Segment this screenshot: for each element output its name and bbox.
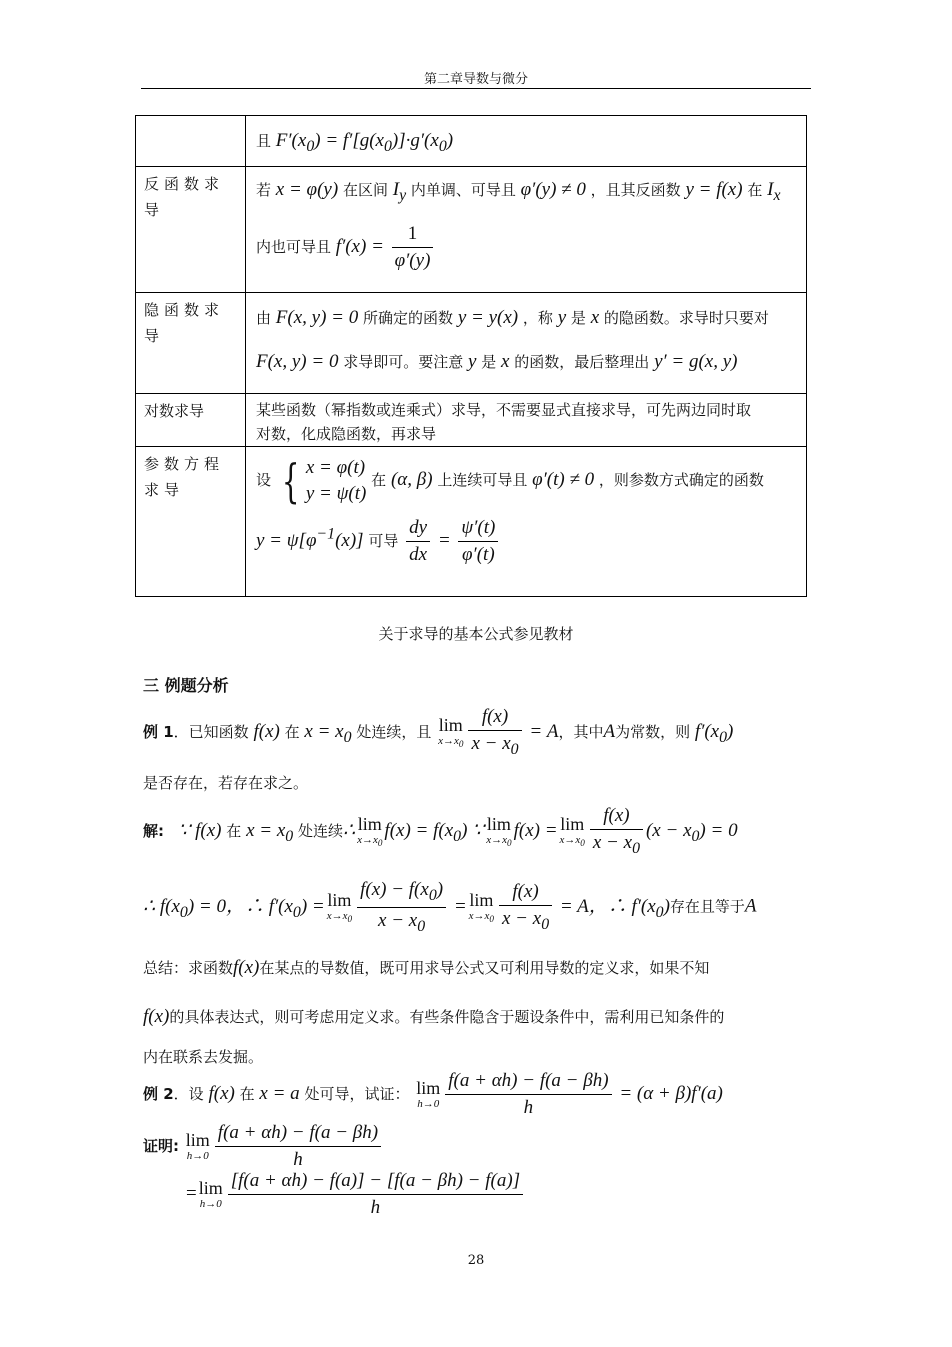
formula: = lim h→0 $\frac{[f(a + \alpha h) - f(a)] - [f(a - \beta h) - f(a)]}{h}$ (186, 1183, 526, 1204)
proof-line2 (186, 1170, 526, 1219)
text: 内也可导且 (256, 237, 332, 256)
formula: A (603, 720, 616, 742)
ex2-statement (143, 1070, 723, 1119)
table-row (136, 167, 807, 293)
formula: y = f(x) (685, 179, 743, 200)
formula: F(x, y) = 0 (256, 351, 339, 372)
page-number: 28 (467, 1253, 485, 1268)
row-content-composite (246, 116, 807, 167)
formula: ∵ f(x) (168, 819, 222, 841)
row0-prefix: 且 (256, 132, 272, 150)
formula: lim h→0 $\frac{f(a + \alpha h) - f(a - \beta h)}{h}$ (184, 1135, 384, 1156)
formula: ∴ $f(x_0) = 0$，∴ $f'(x_0)$ = lim $x\to x_0$ $\frac{f(x) - f(x_0)}{x - x_0}$ = lim $x\to x_0$ $\frac{f(x)}{x - x_0}$ = A，∴ $f'(x_0)$ (143, 879, 670, 935)
text: 对数，化成隐函数，再求导 (256, 425, 437, 443)
formula-system: x = φ(t) y = ψ(t) (305, 457, 367, 504)
formula: $x = x_0$ (304, 720, 352, 746)
formula: f(x) (208, 1082, 235, 1104)
text: ．已知函数 (173, 722, 249, 741)
formula: f′(x) = $\frac{1}{\varphi'(y)}$ (336, 236, 437, 257)
row-label: 隐函数求导 (136, 293, 246, 394)
text: 在 (747, 181, 763, 199)
text: 总结：求函数 (143, 959, 234, 977)
summary-line3: 内在联系去发掘。 (143, 1048, 264, 1066)
formula: $I_x$ (767, 179, 781, 204)
ex1-label: 例 1 (143, 722, 174, 741)
ex1-statement-line2: 是否存在，若存在求之。 (143, 774, 309, 792)
text: ，且其反函数 (590, 181, 681, 199)
formula: x = φ(y) (275, 179, 339, 200)
text: 上连续可导且 (437, 471, 528, 489)
row-label: 对数求导 (136, 394, 246, 447)
row-content (246, 394, 807, 447)
text: 的具体表达式，则可考虑用定义求。有些条件隐含于题设条件中，需利用已知条件的 (169, 1008, 725, 1026)
text: 在区间 (342, 181, 388, 199)
formula: y′ = g(x, y) (654, 351, 738, 372)
table-row (136, 394, 807, 447)
ex2-label: 例 2 (143, 1084, 174, 1103)
formula: A (744, 895, 757, 917)
row-content (246, 293, 807, 394)
text: 处连续 (297, 821, 343, 840)
ex1-solution-line1 (143, 805, 738, 858)
formula: y (557, 307, 567, 328)
table-row (136, 293, 807, 394)
ex1-statement-line1 (143, 706, 733, 759)
text: ，称 (522, 309, 553, 327)
left-brace: { (281, 454, 300, 508)
text: 在 (239, 1084, 255, 1103)
summary-line1 (143, 957, 709, 979)
formula: $\frac{dy}{dx}$ = $\frac{\psi'(t)}{\varphi'(t)}$ (403, 530, 501, 551)
text: 设 (256, 471, 272, 489)
text: 求导即可。要注意 (343, 353, 464, 371)
formula-table (135, 115, 807, 597)
text: 若 (256, 181, 272, 199)
solution-label: 解: (143, 821, 164, 840)
text: 存在且等于 (669, 897, 745, 916)
formula: $y = \psi[\varphi^{-1}(x)]$ (256, 525, 364, 551)
summary-line2 (143, 1006, 724, 1028)
formula: y (468, 351, 477, 372)
text: 内单调、可导且 (410, 181, 516, 199)
section-title: 三 例题分析 (143, 676, 229, 695)
text: 的隐函数。求导时只要对 (603, 309, 769, 327)
text: ．设 (173, 1084, 204, 1103)
formula: $F'(x_0) = f'[g(x_0)]\cdot g'(x_0)$ (275, 130, 454, 155)
text: 的函数，最后整理出 (514, 353, 650, 371)
formula: f(x) (253, 720, 280, 742)
row-content (246, 167, 807, 293)
formula: F(x, y) = 0 (275, 307, 359, 328)
formula: $x = x_0$ (246, 819, 294, 845)
formula: lim h→0 $\frac{f(a + \alpha h) - f(a - \beta h)}{h}$ = (α + β)f′(a) (416, 1070, 723, 1118)
text: 可导 (368, 531, 399, 550)
text: 所确定的函数 (363, 309, 454, 327)
text: 是 (481, 353, 497, 371)
formula: x = a (259, 1082, 300, 1104)
header-rule (141, 88, 811, 89)
text: 在某点的导数值，既可用求导公式又可利用导数的定义求，如果不知 (259, 959, 710, 977)
text: 处可导，试证： (304, 1084, 410, 1103)
proof-line1 (143, 1122, 384, 1171)
formula: $f'(x_0)$ (694, 720, 734, 746)
text: 某些函数（幂指数或连乘式）求导，不需要显式直接求导，可先两边同时取 (256, 401, 752, 419)
text: 在 (226, 821, 242, 840)
formula: x (590, 307, 600, 328)
formula: x (501, 351, 510, 372)
formula: (α, β) (390, 469, 433, 490)
row-label: 反函数求导 (136, 167, 246, 293)
formula: y = y(x) (457, 307, 519, 328)
row-label-empty (136, 116, 246, 167)
row-label: 参数方程求导 (136, 447, 246, 597)
formula: f(x) (143, 1006, 170, 1027)
table-caption: 关于求导的基本公式参见教材 (378, 625, 574, 643)
text: ，其中 (558, 722, 604, 741)
text: ，则参数方式确定的函数 (598, 471, 764, 489)
formula: φ′(y) ≠ 0 (520, 179, 586, 200)
formula: f(x) (233, 957, 260, 978)
text: 由 (256, 309, 272, 327)
text: 是 (570, 309, 586, 327)
ex1-solution-line2 (143, 879, 757, 936)
table-row (136, 447, 807, 597)
formula: $I_y$ (392, 179, 407, 204)
text: 为常数，则 (615, 722, 691, 741)
table-row (136, 116, 807, 167)
formula: lim $x\to x_0$ $\frac{f(x)}{x - x_0}$ = A (438, 706, 559, 758)
page-header: 第二章导数与微分 (423, 72, 528, 87)
proof-label: 证明: (143, 1136, 179, 1155)
formula: ∴ lim $x\to x_0$ $f(x) = f(x_0)$ ∵ lim $x\to x_0$ f(x) = lim $x\to x_0$ $\frac{f(x)}{x - x_0}$ $(x - x_0) = 0$ (342, 805, 738, 857)
text: 处连续，且 (356, 722, 432, 741)
text: 在 (284, 722, 300, 741)
row-content (246, 447, 807, 597)
text: 在 (371, 471, 387, 489)
formula: φ′(t) ≠ 0 (532, 469, 595, 490)
